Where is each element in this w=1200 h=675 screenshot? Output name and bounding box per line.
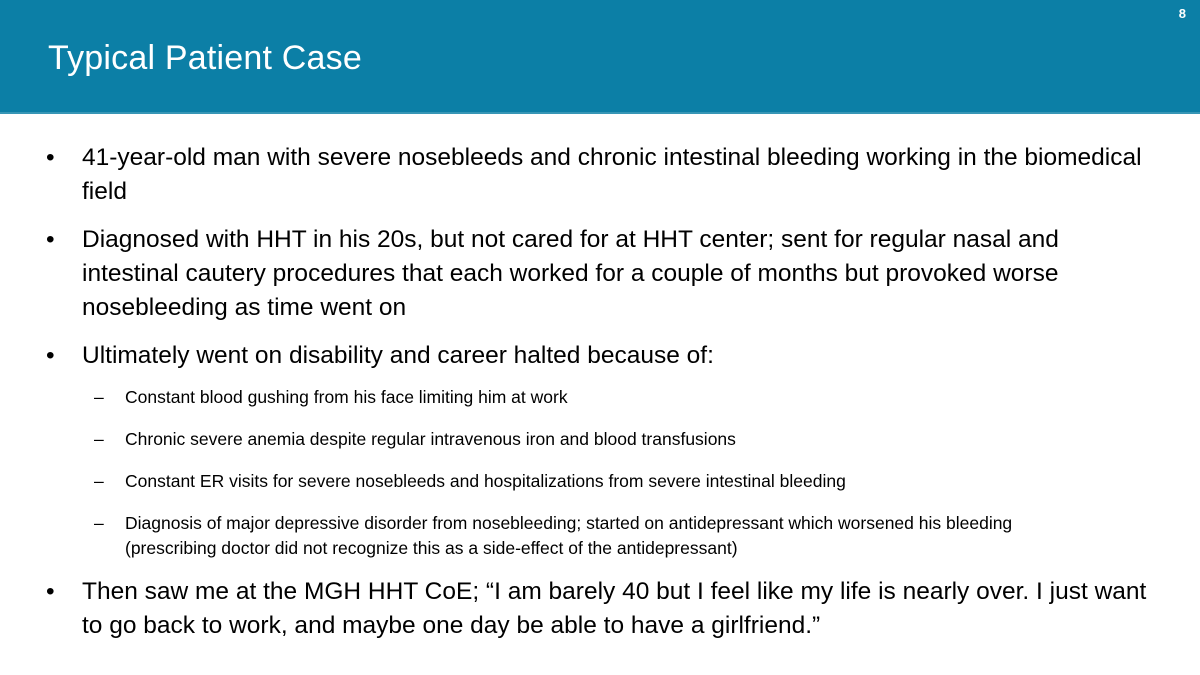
page-number: 8 bbox=[1178, 6, 1186, 21]
bullet-text: Ultimately went on disability and career halted because of: bbox=[82, 342, 714, 369]
page-title: Typical Patient Case bbox=[48, 39, 362, 77]
sub-bullet-marker-icon: – bbox=[94, 513, 104, 533]
bullet-list bbox=[40, 141, 1160, 643]
bullet-marker-icon: • bbox=[46, 578, 55, 605]
sub-bullet-item bbox=[82, 469, 1055, 494]
sub-bullet-item bbox=[82, 427, 1055, 452]
bullet-item bbox=[40, 223, 1157, 325]
bullet-item bbox=[40, 141, 1157, 209]
bullet-item bbox=[40, 575, 1157, 643]
sub-bullet-marker-icon: – bbox=[94, 471, 104, 491]
bullet-item bbox=[40, 339, 1157, 561]
sub-bullet-list bbox=[82, 385, 1157, 561]
bullet-marker-icon: • bbox=[46, 226, 55, 253]
slide-body bbox=[0, 114, 1200, 675]
bullet-text: 41-year-old man with severe nosebleeds and chronic intestinal bleeding working in the biomedical field bbox=[82, 144, 1142, 205]
sub-bullet-text: Constant ER visits for severe nosebleeds and hospitalizations from severe intestinal bleeding bbox=[125, 471, 846, 491]
sub-bullet-item bbox=[82, 511, 1055, 561]
sub-bullet-item bbox=[82, 385, 1055, 410]
bullet-marker-icon: • bbox=[46, 144, 55, 171]
sub-bullet-text: Chronic severe anemia despite regular intravenous iron and blood transfusions bbox=[125, 429, 736, 449]
title-banner bbox=[0, 0, 1200, 114]
sub-bullet-text: Constant blood gushing from his face limiting him at work bbox=[125, 387, 568, 407]
sub-bullet-marker-icon: – bbox=[94, 387, 104, 407]
bullet-marker-icon: • bbox=[46, 342, 55, 369]
sub-bullet-marker-icon: – bbox=[94, 429, 104, 449]
sub-bullet-text: Diagnosis of major depressive disorder from nosebleeding; started on antidepressant which worsened his bleeding (prescribing doctor did not recognize this as a side-effect of the antidepressant) bbox=[125, 513, 1013, 558]
bullet-text: Diagnosed with HHT in his 20s, but not cared for at HHT center; sent for regular nasal and intestinal cautery procedures that each worked for a couple of months but provoked worse nosebleeding as time went on bbox=[82, 226, 1059, 321]
bullet-text: Then saw me at the MGH HHT CoE; “I am barely 40 but I feel like my life is nearly over. I just want to go back to work, and maybe one day be able to have a girlfriend.” bbox=[82, 578, 1147, 639]
